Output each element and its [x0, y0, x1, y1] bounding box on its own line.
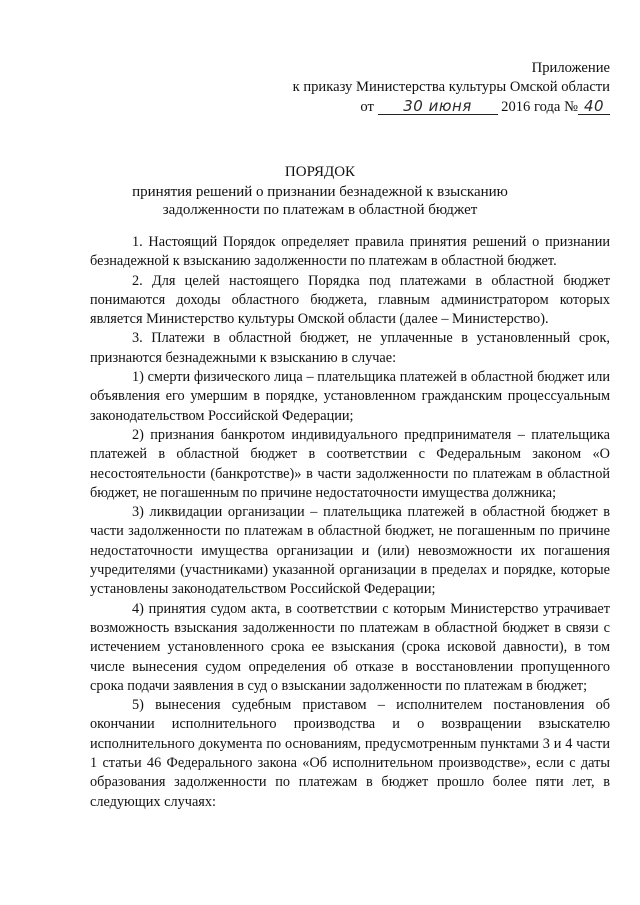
- appendix-label: Приложение: [531, 60, 610, 76]
- order-reference: к приказу Министерства культуры Омской области: [292, 79, 610, 95]
- document-title: ПОРЯДОК: [284, 164, 356, 180]
- paragraph-3: 3. Платежи в областной бюджет, не уплаченные в установленный срок, признаются безнадежными к взысканию в случае:: [90, 330, 610, 366]
- number-sign: №: [564, 99, 578, 115]
- subclause-4: 4) принятия судом акта, в соответствии с которым Министерство утрачивает возможность взыскания задолженности по платежам в областной бюджет в связи с истечением установленного срока ее взыскания (срока исковой давности), в том числе вынесения судом определения об отказе в восстановлении пропущенного срока подачи заявления в суд о взыскании задолженности по платежам в бюджет;: [90, 600, 610, 694]
- handwritten-number: 40: [583, 97, 605, 115]
- date-prefix: от: [360, 99, 374, 115]
- subclause-2: 2) признания банкротом индивидуального предпринимателя – плательщика платежей в областной бюджет в соответствии с Федеральным законом «О несостоятельности (банкротстве)» в части задолженности по платежам в областной бюджет, не погашенным по причине недостаточности имущества должника;: [90, 426, 610, 501]
- paragraph-1: 1. Настоящий Порядок определяет правила принятия решений о признании безнадежной к взысканию задолженности по платежам в областной бюджет.: [90, 234, 610, 270]
- date-field: [378, 98, 498, 115]
- subclause-5: 5) вынесения судебным приставом – исполнителем постановления об окончании исполнительного производства и о возвращении взыскателю исполнительного документа по основаниям, предусмотренным пунктами 3 и 4 части 1 статьи 46 Федерального закона «Об исполнительном производстве», если с даты образования задолженности по платежам в бюджет прошло более пяти лет, в следующих случаях:: [90, 697, 610, 810]
- order-year: 2016 года: [501, 99, 561, 115]
- paragraph-2: 2. Для целей настоящего Порядка под платежами в областной бюджет понимаются доходы областного бюджета, главным администратором которых является Министерство культуры Омской области (далее – Министерство).: [90, 272, 610, 328]
- handwritten-date: 30 июня: [403, 97, 472, 115]
- document-subtitle-line1: принятия решений о признании безнадежной к взысканию: [132, 184, 508, 200]
- number-field: [578, 98, 610, 115]
- document-subtitle-line2: задолженности по платежам в областной бюджет: [162, 202, 478, 218]
- order-date-number-line: [360, 98, 610, 117]
- subclause-1: 1) смерти физического лица – плательщика платежей в областной бюджет или объявления его умершим в порядке, установленном гражданским процессуальным законодательством Российской Федерации;: [90, 369, 610, 424]
- subclause-3: 3) ликвидации организации – плательщика платежей в областной бюджет в части задолженности по платежам в областной бюджет, не погашенным по причине недостаточности имущества организации и (или) невозможности их погашения учредителями (участниками) указанной организации в пределах и порядке, которые установлены законодательством Российской Федерации;: [90, 504, 610, 598]
- document-body: [90, 233, 610, 812]
